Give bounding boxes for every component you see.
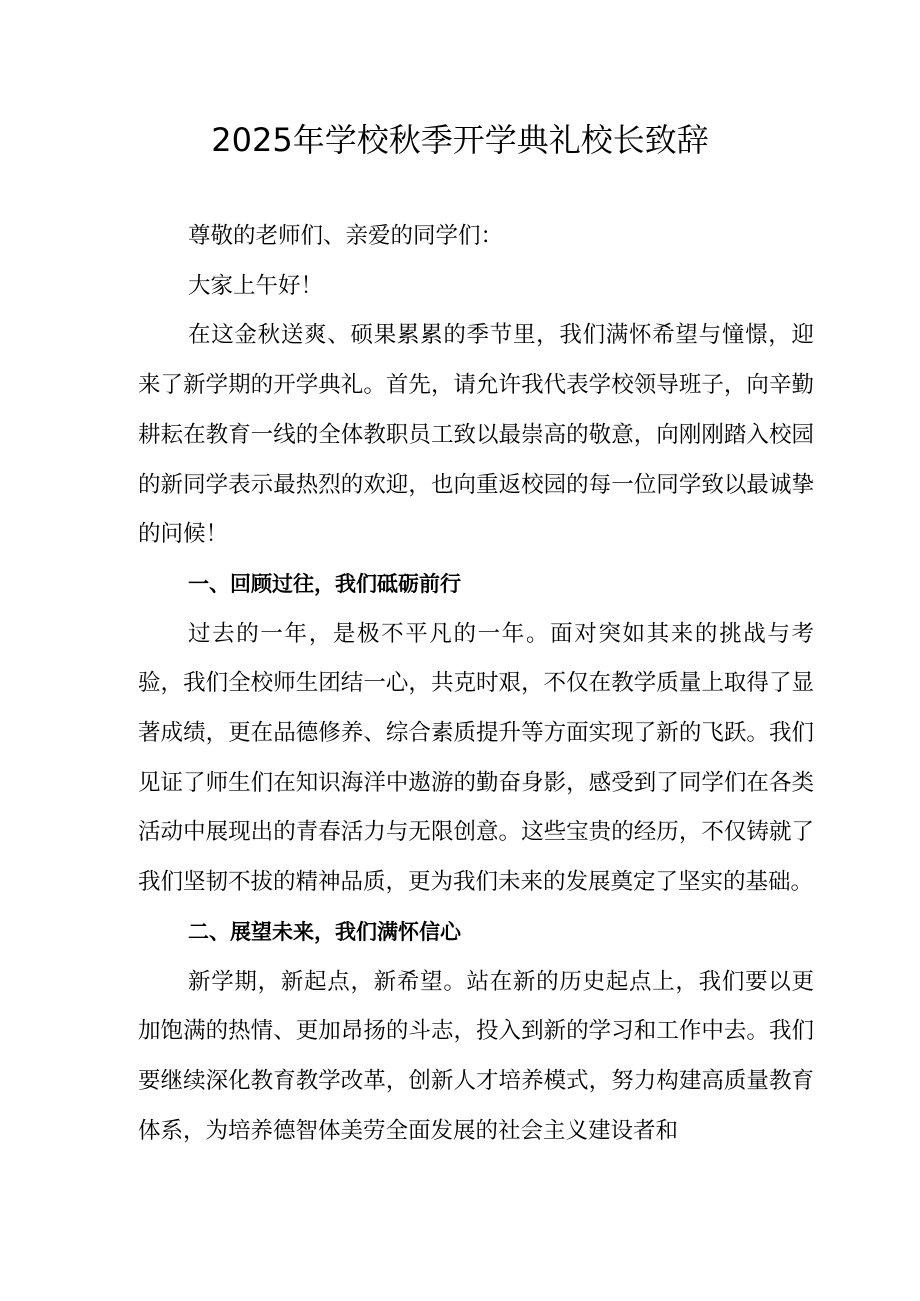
salutation: 尊敬的老师们、亲爱的同学们： xyxy=(188,223,504,249)
section-paragraph-2: 新学期，新起点，新希望。站在新的历史起点上，我们要以更加饱满的热情、更加昂扬的斗志，投入到新的学习和工作中去。我们要继续深化教育教学改革，创新人才培养模式，努力构建高质量教育体系，为培养德智体美劳全面发展的社会主义建设者和 xyxy=(138,968,814,1144)
section-heading-2: 二、展望未来，我们满怀信心 xyxy=(188,919,461,944)
intro-paragraph: 在这金秋送爽、硕果累累的季节里，我们满怀希望与憧憬，迎来了新学期的开学典礼。首先，请允许我代表学校领导班子，向辛勤耕耘在教育一线的全体教职员工致以最崇高的敬意，向刚刚踏入校园的新同学表示最热烈的欢迎，也向重返校园的每一位同学致以最诚挚的问候！ xyxy=(138,322,814,548)
greeting: 大家上午好！ xyxy=(188,272,324,299)
section-paragraph-1: 过去的一年，是极不平凡的一年。面对突如其来的挑战与考验，我们全校师生团结一心，共克时艰，不仅在教学质量上取得了显著成绩，更在品德修养、综合素质提升等方面实现了新的飞跃。我们见证了师生们在知识海洋中遨游的勤奋身影，感受到了同学们在各类活动中展现出的青春活力与无限创意。这些宝贵的经历，不仅铸就了我们坚韧不拔的精神品质，更为我们未来的发展奠定了坚实的基础。 xyxy=(138,620,814,896)
document-body xyxy=(138,212,814,1156)
document-title: 2025年学校秋季开学典礼校长致辞 xyxy=(211,121,709,159)
section-heading-1: 一、回顾过往，我们砥砺前行 xyxy=(188,571,461,596)
